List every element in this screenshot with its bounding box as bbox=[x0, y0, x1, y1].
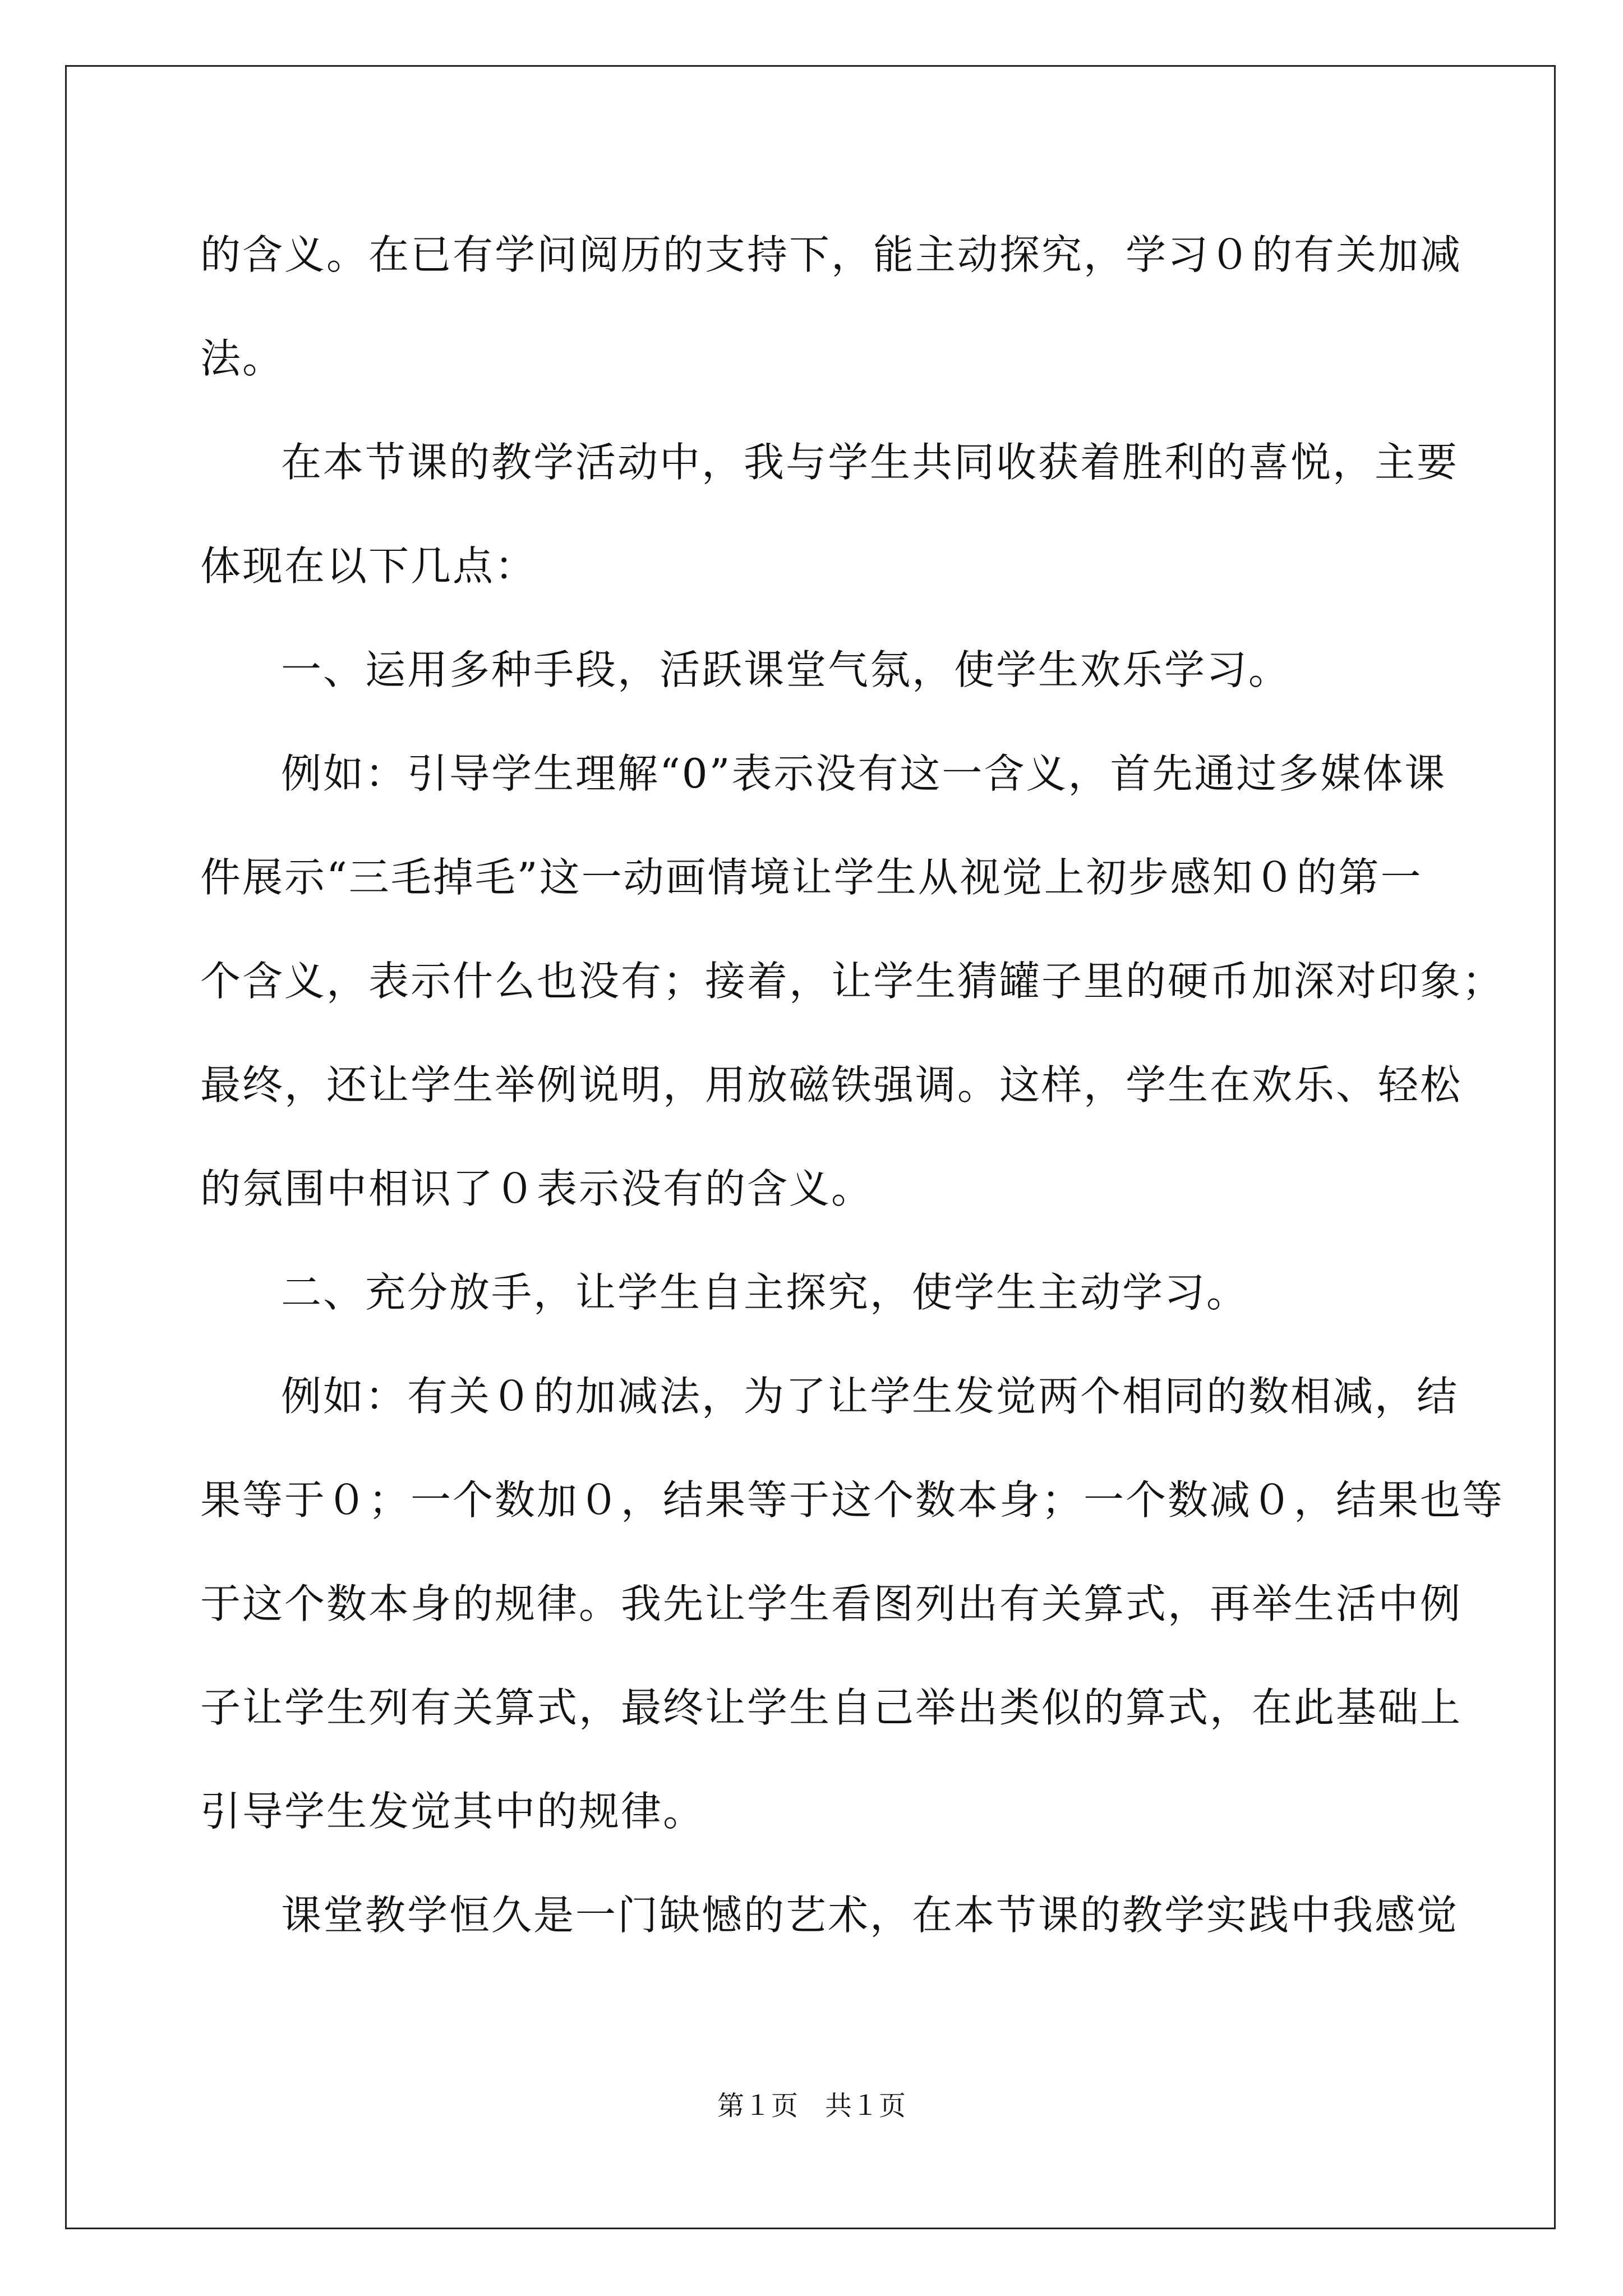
text-line: 果等于０；一个数加０，结果等于这个数本身；一个数减０，结果也等 bbox=[200, 1476, 1505, 1524]
text-line: 的氛围中相识了０表示没有的含义。 bbox=[200, 1165, 874, 1212]
text-line: 最终，还让学生举例说明，用放磁铁强调。这样，学生在欢乐、轻松 bbox=[200, 1061, 1463, 1108]
text-line: 子让学生列有关算式，最终让学生自己举出类似的算式，在此基础上 bbox=[200, 1684, 1463, 1731]
text-line: 件展示“三毛掉毛”这一动画情境让学生从视觉上初步感知０的第一 bbox=[200, 854, 1423, 901]
paragraph-line: 例如：引导学生理解“0”表示没有这一含义，首先通过多媒体课 bbox=[281, 750, 1447, 797]
page-footer bbox=[0, 2089, 1623, 2123]
paragraph-line: 例如：有关０的加减法，为了让学生发觉两个相同的数相减，结 bbox=[281, 1373, 1459, 1420]
document-body bbox=[200, 203, 1505, 1967]
paragraph-line: 课堂教学恒久是一门缺憾的艺术，在本节课的教学实践中我感觉 bbox=[281, 1892, 1459, 1939]
text-line: 于这个数本身的规律。我先让学生看图列出有关算式，再举生活中例 bbox=[200, 1580, 1463, 1627]
page-number-total: 共１页 bbox=[825, 2090, 906, 2122]
page-number-current: 第１页 bbox=[717, 2090, 798, 2122]
text-line: 的含义。在已有学问阅历的支持下，能主动探究，学习０的有关加减 bbox=[200, 231, 1463, 278]
section-heading: 二、充分放手，让学生自主探究，使学生主动学习。 bbox=[281, 1269, 1249, 1316]
text-line: 体现在以下几点： bbox=[200, 542, 537, 590]
section-heading: 一、运用多种手段，活跃课堂气氛，使学生欢乐学习。 bbox=[281, 646, 1291, 693]
text-line: 法。 bbox=[200, 335, 285, 382]
paragraph-line: 在本节课的教学活动中，我与学生共同收获着胜利的喜悦，主要 bbox=[281, 439, 1459, 486]
text-line: 个含义，表示什么也没有；接着，让学生猜罐子里的硬币加深对印象； bbox=[200, 958, 1505, 1005]
text-line: 引导学生发觉其中的规律。 bbox=[200, 1788, 706, 1835]
